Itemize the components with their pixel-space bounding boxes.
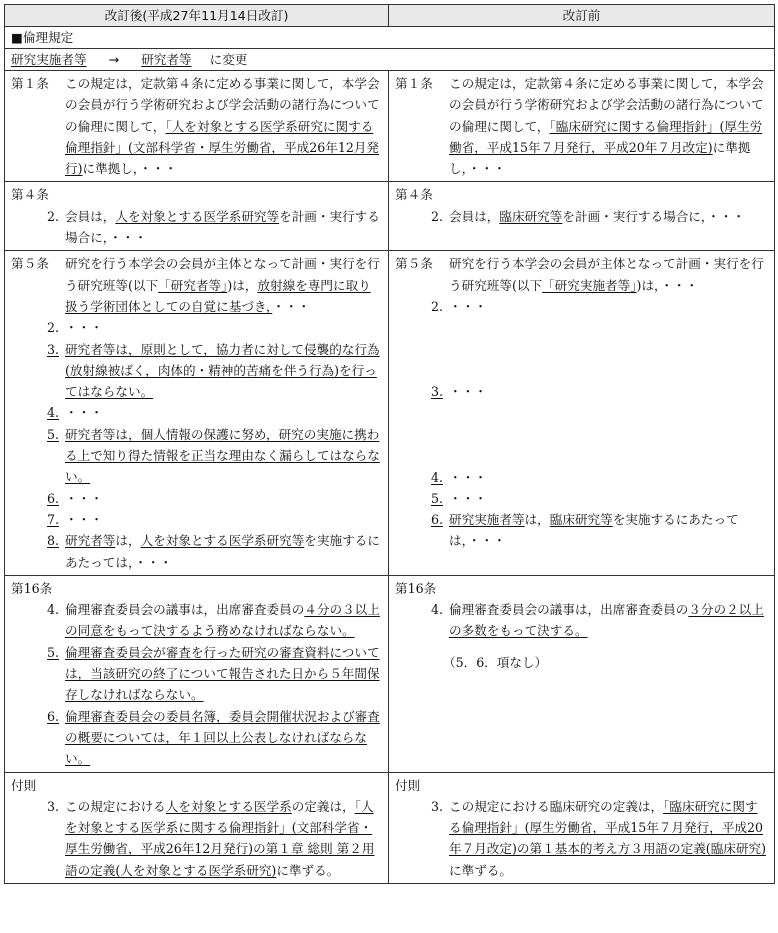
supplementary-row	[5, 772, 775, 883]
article-16-before	[389, 575, 775, 772]
item-underlined-text: 「臨床研究に関する倫理指針」(厚生労働省，平成15年７月発行，平成20年７月改定)の第１基本的考え方３用語の定義(臨床研究)	[449, 798, 766, 857]
item-underlined-text: 倫理審査委員会が審査を行った研究の審査資料については，当該研究の終了について報告された日から５年間保存しなければならない。	[65, 644, 380, 703]
item-underlined-text: 倫理審査委員会の委員名簿，委員会開催状況および審査の概要については，年１回以上公表しなければならない。	[65, 708, 380, 767]
list-item	[395, 296, 768, 317]
item-text: を実施するにあたっては，・・・	[449, 512, 739, 549]
article-1-before	[389, 71, 775, 182]
article-label: 第４条	[11, 187, 49, 203]
section-title-row	[5, 27, 775, 49]
item-text: 会員は，	[65, 208, 116, 224]
item-underlined-text: ３分の２以上の多数をもって決する。	[449, 602, 764, 639]
item-underlined-text: 人を対象とする医学系研究等	[140, 533, 305, 549]
item-underlined-text: 人を対象とする医学系	[165, 798, 292, 814]
item-text: は，	[524, 512, 550, 528]
article-text: 研究を行う本学会の会員が主体となって計画・実行を行う研究班等(以下	[65, 256, 380, 293]
item-text: ・・・	[65, 511, 103, 527]
item-text: ・・・	[449, 490, 487, 506]
article-label: 第５条	[395, 256, 433, 272]
article-label: 第１条	[395, 76, 433, 91]
article-4-after	[5, 182, 389, 251]
item-number: 6.	[430, 512, 443, 528]
article-text: に準拠し，・・・	[449, 139, 751, 177]
article-underlined-text: 「研究者等」	[158, 277, 228, 293]
item-number: 5.	[46, 644, 59, 660]
list-item	[11, 424, 382, 488]
item-number: 6.	[46, 490, 59, 506]
article-underlined-text: 「臨床研究に関する倫理指針」(厚生労働省，平成15年７月発行，平成20年７月改定)	[449, 118, 763, 155]
comparison-table	[4, 4, 775, 884]
item-text: ・・・	[65, 405, 103, 421]
article-text: )は，・・・	[636, 277, 699, 293]
item-number: 3.	[46, 798, 59, 814]
item-text: ・・・	[449, 469, 487, 485]
item-text: に準ずる。	[449, 862, 512, 878]
list-item	[395, 509, 768, 552]
item-number: 3.	[46, 341, 59, 357]
article-label: 付則	[395, 777, 421, 793]
revision-comparison-document	[4, 4, 774, 884]
list-item	[395, 599, 768, 642]
article-underlined-text: 「研究実施者等」	[542, 277, 637, 293]
item-underlined-text: 研究者等は，個人情報の保護に努め，研究の実施に携わる上で知り得た情報を正当な理由なく漏らしてはならない。	[65, 426, 380, 485]
item-underlined-text: 研究実施者等	[449, 512, 525, 528]
rename-note	[5, 49, 775, 71]
item-text: ・・・	[449, 384, 487, 400]
article-5-row	[5, 251, 775, 575]
article-5-before	[389, 251, 775, 575]
list-item	[11, 530, 382, 573]
article-1-row	[5, 71, 775, 182]
item-number: 4.	[430, 469, 443, 485]
item-underlined-text: 臨床研究等	[549, 512, 613, 528]
article-5-after	[5, 251, 389, 575]
item-number: 5.	[430, 490, 443, 506]
no-items-note: （5．6．項なし）	[443, 654, 548, 670]
item-text: ・・・	[65, 320, 103, 336]
list-item	[11, 796, 382, 881]
article-text: この規定は，定款第４条に定める事業に関して，本学会の会員が行う学術研究および学会活動の諸行為についての倫理に関して，	[449, 76, 764, 134]
rename-new: 研究者等	[141, 52, 192, 67]
rename-row	[5, 49, 775, 71]
rename-old: 研究実施者等	[11, 52, 87, 67]
header-before: 改訂前	[389, 5, 775, 27]
item-text: に準ずる。	[276, 862, 340, 878]
item-number: 5.	[46, 426, 59, 442]
table-header-row	[5, 5, 775, 27]
supplementary-before	[389, 772, 775, 883]
article-1-after	[5, 71, 389, 182]
article-text: ・・・	[272, 298, 311, 314]
list-item	[11, 402, 382, 423]
item-underlined-text: ４分の３以上の同意をもって決するよう務めなければならない。	[65, 602, 380, 639]
item-number: 2.	[430, 208, 443, 224]
article-label: 付則	[11, 777, 37, 793]
list-item	[395, 796, 768, 881]
section-title: ■倫理規定	[5, 27, 775, 49]
article-underlined-text: 「人を対象とする医学系研究に関する倫理指針」(文部科学省・厚生労働省，平成26年12月発行)	[65, 118, 380, 177]
article-underlined-text: 放射線を専門に取り扱う学術団体としての自覚に基づき，	[65, 277, 371, 314]
rename-suffix: に変更	[209, 52, 248, 67]
item-underlined-text: 「人を対象とする医学系に関する倫理指針」(文部科学省・厚生労働省，平成26年12月発行)の第１章 総則 第２用語の定義(人を対象とする医学系研究)	[65, 798, 375, 878]
item-number: 4.	[46, 602, 59, 618]
item-text: この規定における臨床研究の定義は，	[449, 798, 664, 814]
item-text: を計画・実行する場合に，・・・	[562, 208, 745, 224]
item-number: 2.	[46, 320, 59, 336]
item-number: 7.	[46, 511, 59, 527]
article-text: )は，	[227, 277, 258, 293]
item-number: 3.	[430, 798, 443, 814]
list-item	[395, 488, 768, 509]
item-underlined-text: 研究者等は，原則として，協力者に対して侵襲的な行為(放射線被ばく，肉体的・精神的苦痛を伴う行為)を行ってはならない。	[65, 341, 380, 400]
list-item	[11, 317, 382, 338]
list-item	[11, 706, 382, 770]
item-number: 4.	[430, 602, 443, 618]
list-item	[11, 509, 382, 530]
item-number: 2.	[46, 208, 59, 224]
article-16-row	[5, 575, 775, 772]
article-label: 第５条	[11, 256, 49, 272]
article-4-before	[389, 182, 775, 251]
item-text: ・・・	[65, 490, 103, 506]
article-text: この規定は，定款第４条に定める事業に関して，本学会の会員が行う学術研究および学会活動の諸行為についての倫理に関して，	[65, 76, 380, 134]
item-text: 倫理審査委員会の議事は，出席審査委員の	[449, 602, 689, 618]
article-4-row	[5, 182, 775, 251]
article-label: 第４条	[395, 187, 433, 203]
article-16-after	[5, 575, 389, 772]
list-item	[11, 339, 382, 403]
item-underlined-text: 臨床研究等	[499, 208, 563, 224]
item-text: の定義は，	[291, 798, 355, 814]
supplementary-after	[5, 772, 389, 883]
item-number: 6.	[46, 708, 59, 724]
item-text: この規定における	[65, 798, 166, 814]
rename-arrow: →	[108, 52, 120, 67]
item-number: 3.	[430, 384, 443, 400]
item-text: ・・・	[449, 298, 487, 314]
article-label: 第16条	[395, 580, 437, 596]
list-item	[11, 642, 382, 706]
item-number: 8.	[46, 533, 59, 549]
list-item	[11, 488, 382, 509]
item-text: を計画・実行する場合に，・・・	[65, 208, 380, 246]
article-text: に準拠し，・・・	[82, 161, 177, 177]
item-underlined-text: 研究者等	[65, 533, 116, 549]
header-after: 改訂後(平成27年11月14日改訂)	[5, 5, 389, 27]
article-label: 第１条	[11, 76, 49, 91]
item-text: は，	[115, 533, 141, 549]
article-label: 第16条	[11, 580, 53, 596]
item-underlined-text: 人を対象とする医学系研究等	[115, 208, 280, 224]
item-text: 倫理審査委員会の議事は，出席審査委員の	[65, 602, 305, 618]
item-text: 会員は，	[449, 208, 500, 224]
list-item	[395, 467, 768, 488]
item-text: を実施するにあたっては，・・・	[65, 533, 380, 570]
list-item	[11, 599, 382, 642]
article-text: 研究を行う本学会の会員が主体となって計画・実行を行う研究班等(以下	[449, 256, 764, 293]
item-number: 2.	[430, 298, 443, 314]
list-item	[395, 381, 768, 402]
item-number: 4.	[46, 405, 59, 421]
